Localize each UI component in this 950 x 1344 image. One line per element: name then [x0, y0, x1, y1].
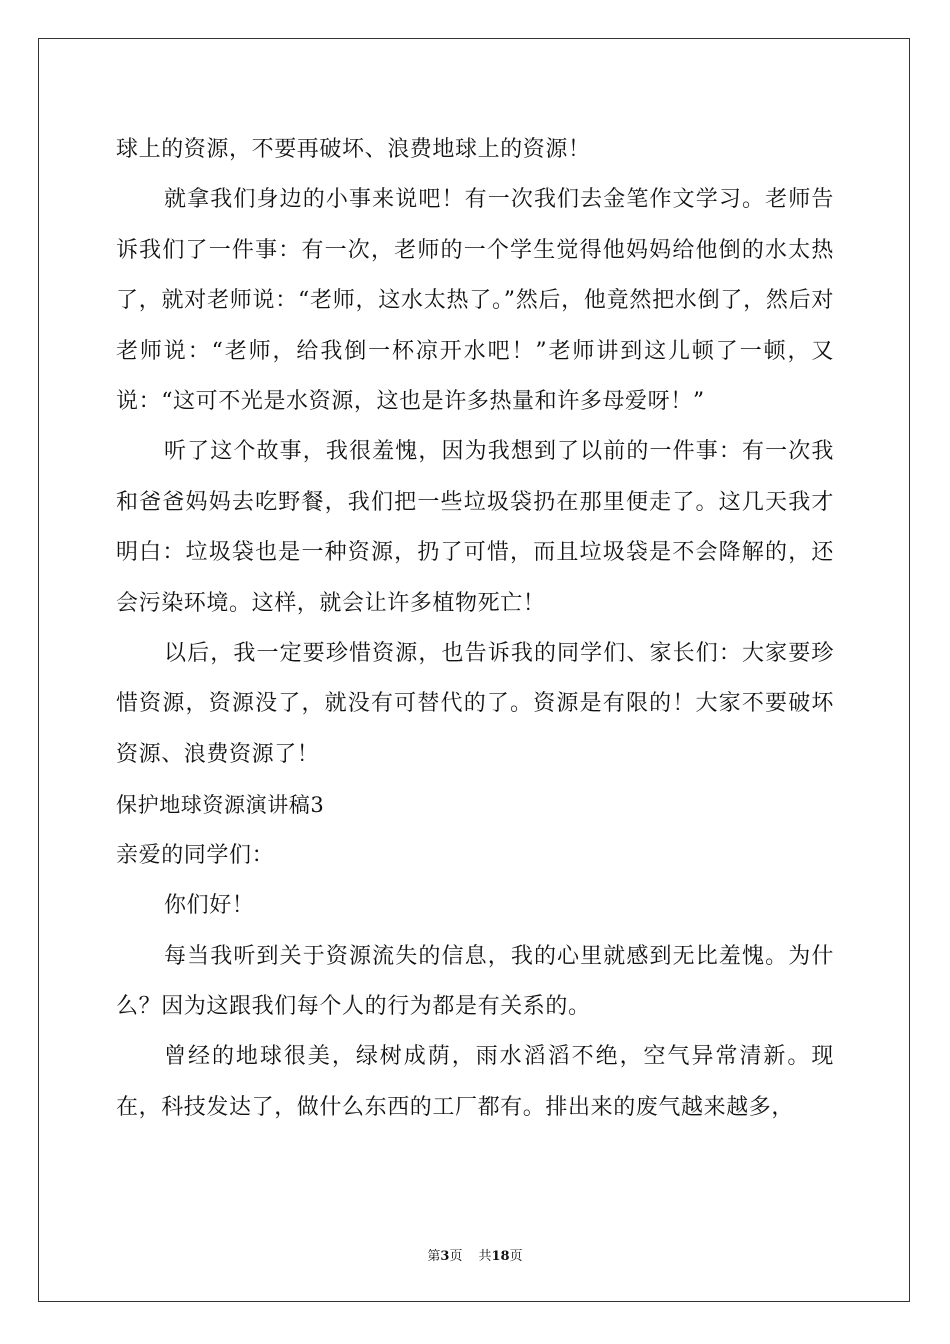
page-suffix: 页	[449, 1249, 463, 1264]
section-heading: 保护地球资源演讲稿3	[116, 793, 325, 818]
paragraph: 球上的资源，不要再破坏、浪费地球上的资源！	[116, 137, 591, 162]
total-suffix: 页	[509, 1249, 523, 1264]
total-prefix: 共	[478, 1249, 492, 1264]
total-pages: 18	[491, 1249, 510, 1264]
page-number: 3	[440, 1249, 450, 1264]
greeting: 你们好！	[164, 893, 255, 919]
paragraph: 听了这个故事，我很羞愧，因为我想到了以前的一件事：有一次我和爸爸妈妈去吃野餐，我们把一些垃圾袋扔在那里便走了。这几天我才明白：垃圾袋也是一种资源，扔了可惜，而且垃圾袋是不会降解的，还会污染环境。这样，就会让许多植物死亡！	[116, 439, 834, 616]
document-body	[116, 125, 834, 1133]
paragraph: 就拿我们身边的小事来说吧！有一次我们去金笔作文学习。老师告诉我们了一件事：有一次，老师的一个学生觉得他妈妈给他倒的水太热了，就对老师说：“老师，这水太热了。”然后，他竟然把水倒了，然后对老师说：“老师，给我倒一杯凉开水吧！”老师讲到这儿顿了一顿，又说：“这可不光是水资源，这也是许多热量和许多母爱呀！”	[116, 187, 834, 415]
page-footer	[0, 1247, 950, 1267]
paragraph: 以后，我一定要珍惜资源，也告诉我的同学们、家长们：大家要珍惜资源，资源没了，就没有可替代的了。资源是有限的！大家不要破坏资源、浪费资源了！	[116, 641, 834, 767]
salutation: 亲爱的同学们：	[116, 842, 275, 868]
paragraph: 曾经的地球很美，绿树成荫，雨水滔滔不绝，空气异常清新。现在，科技发达了，做什么东西的工厂都有。排出来的废气越来越多，	[116, 1044, 834, 1120]
page-prefix: 第	[427, 1249, 441, 1264]
paragraph: 每当我听到关于资源流失的信息，我的心里就感到无比羞愧。为什么？因为这跟我们每个人的行为都是有关系的。	[116, 943, 834, 1019]
